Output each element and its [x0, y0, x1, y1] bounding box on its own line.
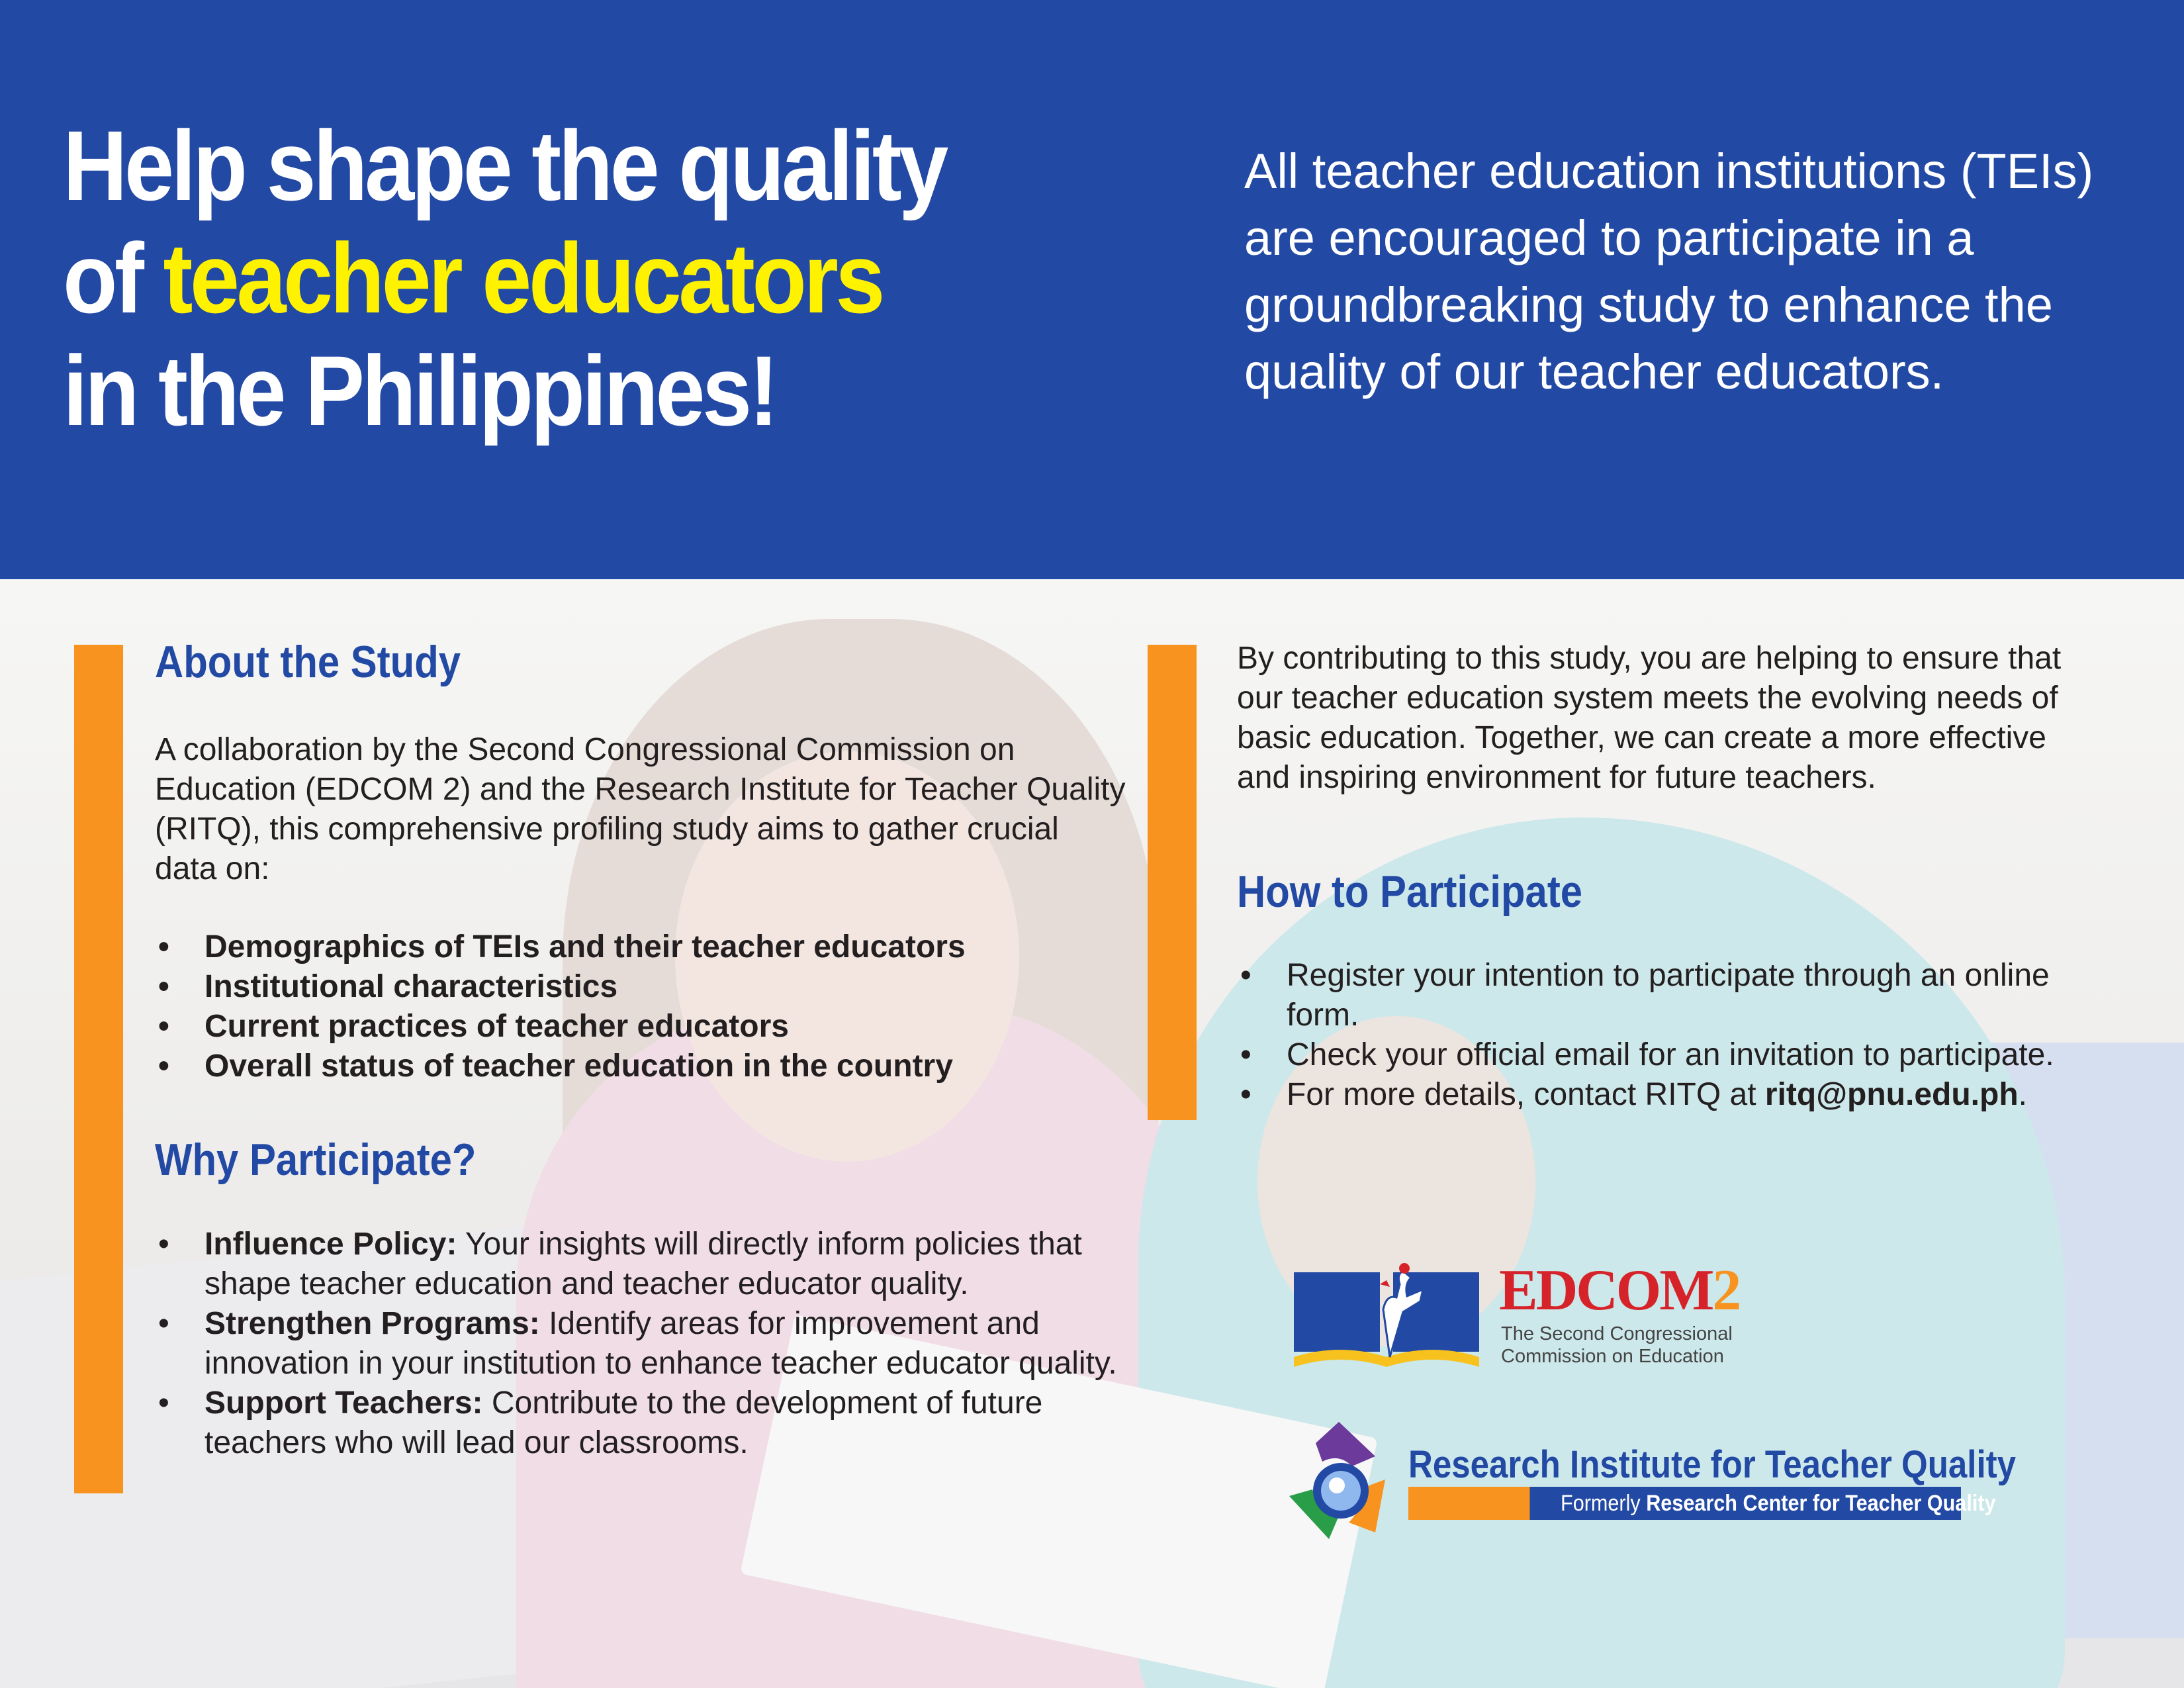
why-text: Contribute to the development of future teachers who will lead our classrooms.	[205, 1385, 1043, 1460]
about-bullet: • Overall status of teacher education in the country	[155, 1047, 1148, 1086]
why-term: Strengthen Programs:	[205, 1306, 540, 1341]
edcom-subtitle	[1501, 1323, 1845, 1368]
ritq-former-name: Research Center for Teacher Quality	[1646, 1491, 1996, 1516]
why-bullet-influence	[155, 1225, 1121, 1304]
headline-line-3: in the Philippines!	[63, 335, 776, 446]
about-title: About the Study	[155, 637, 461, 687]
ritq-formerly	[1561, 1488, 1996, 1519]
right-accent-bar	[1148, 645, 1197, 1120]
headline-line-1: Help shape the quality	[63, 110, 946, 221]
why-term: Support Teachers:	[205, 1385, 483, 1421]
about-bullet: • Institutional characteristics	[155, 967, 1148, 1007]
why-title: Why Participate?	[155, 1135, 477, 1185]
headline	[63, 109, 946, 447]
about-bullet: • Current practices of teacher educators	[155, 1007, 1148, 1047]
ritq-name: Research Institute for Teacher Quality	[1408, 1443, 2017, 1486]
edcom-sub-line-2: Commission on Education	[1501, 1346, 1724, 1367]
edcom-book-emblem-icon	[1291, 1258, 1482, 1377]
why-bullet-strengthen	[155, 1304, 1121, 1383]
why-text: Your insights will directly inform policies that shape teacher education and teacher educator quality.	[205, 1227, 1082, 1301]
headline-line-2-prefix: of	[63, 222, 163, 334]
how-bullet-contact	[1237, 1075, 2117, 1115]
about-paragraph: A collaboration by the Second Congressional Commission on Education (EDCOM 2) and the Research Institute for Teacher Quality (RITQ), this comprehensive profiling study aims to gather crucial data on:	[155, 732, 1126, 886]
why-text: Identify areas for improvement and innovation in your institution to enhance teacher educator quality.	[205, 1306, 1117, 1381]
about-bullet: • Demographics of TEIs and their teacher educators	[155, 927, 1148, 967]
contribution-paragraph: By contributing to this study, you are helping to ensure that our teacher education system meets the evolving needs of basic education. Together, we can create a more effective and inspiring environment for future teachers.	[1237, 641, 2062, 795]
how-contact-prefix: For more details, contact RITQ at	[1287, 1077, 1765, 1112]
contact-email-link[interactable]: ritq@pnu.edu.ph	[1764, 1077, 2019, 1112]
headline-highlight: teacher educators	[163, 222, 882, 334]
why-bullet-list	[155, 1225, 1121, 1463]
about-bullet-list	[155, 927, 1148, 1086]
header-banner	[0, 0, 2184, 579]
why-bullet-support	[155, 1383, 1121, 1463]
edcom-number: 2	[1712, 1258, 1740, 1323]
left-accent-bar	[74, 645, 123, 1493]
edcom2-logo	[1291, 1258, 1952, 1377]
ritq-logo	[1276, 1417, 2024, 1549]
ritq-emblem-icon	[1276, 1417, 1402, 1549]
edcom-sub-line-1: The Second Congressional	[1501, 1323, 1733, 1344]
intro-text: All teacher education institutions (TEIs) are encouraged to participate in a groundbreaking study to enhance the quality of our teacher educators.	[1244, 144, 2094, 399]
edcom-wordmark	[1499, 1258, 1740, 1323]
how-bullet-email: • Check your official email for an invitation to participate.	[1237, 1035, 2117, 1075]
how-contact-suffix: .	[2018, 1077, 2027, 1112]
ritq-former-prefix: Formerly	[1561, 1491, 1647, 1516]
why-term: Influence Policy:	[205, 1227, 457, 1262]
edcom-word: EDCOM	[1499, 1258, 1713, 1323]
how-title: How to Participate	[1237, 867, 1583, 917]
how-bullet-register: • Register your intention to participate through an online form.	[1237, 956, 2117, 1035]
how-bullet-list	[1237, 956, 2117, 1115]
